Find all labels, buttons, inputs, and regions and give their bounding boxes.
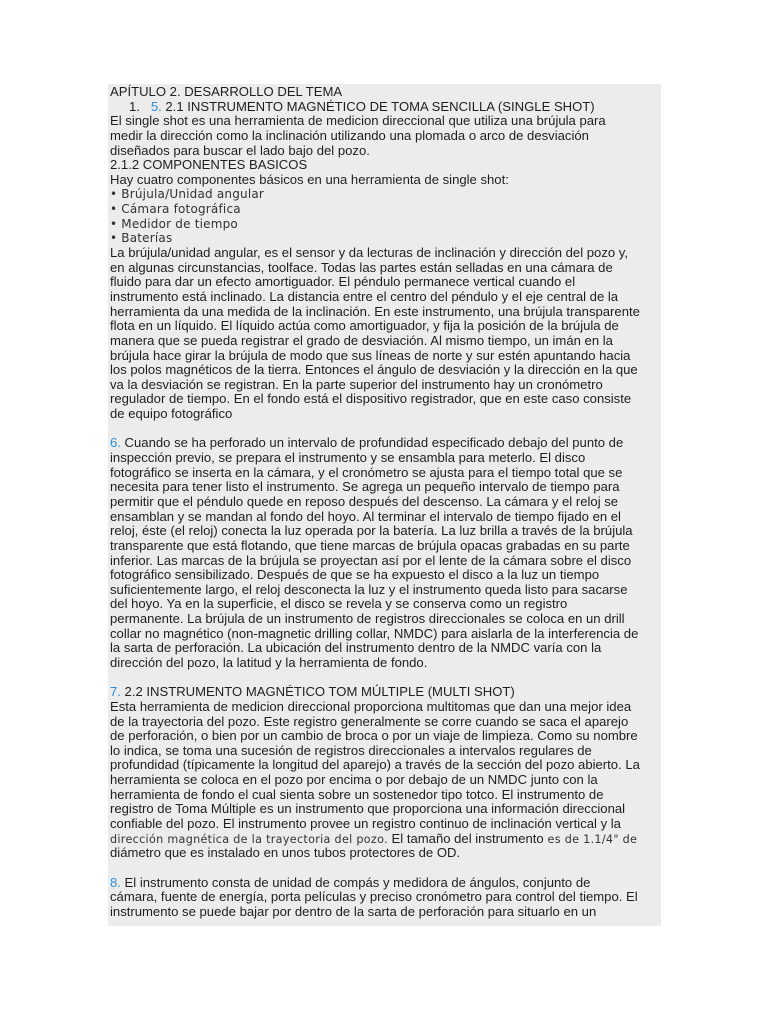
paragraph-line: Hay cuatro componentes básicos en una herramienta de single shot: <box>110 171 509 187</box>
paragraph-line: manera que se pueda registrar el grado de desviación. Al mismo tiempo, un imán en la <box>110 332 613 348</box>
paragraph-first-line: 6. Cuando se ha perforado un intervalo de profundidad especificado debajo del punto de <box>110 435 624 451</box>
section-link-8[interactable]: 8. <box>110 874 121 890</box>
paragraph-line: los polos magnéticos de la tierra. Entonces el ángulo de desviación y la dirección en la que <box>110 362 638 378</box>
paragraph-line: permitir que el péndulo quede en reposo después del descenso. La cámara y el reloj se <box>110 493 619 509</box>
paragraph-line: la sarta de perforación. La ubicación del instrumento dentro de la NMDC varía con la <box>110 640 602 656</box>
paragraph-line: confiable del pozo. El instrumento provee un registro continuo de inclinación vertical y la <box>110 816 621 832</box>
section-link-6[interactable]: 6. <box>110 435 121 451</box>
paragraph-line: fotográfico se inserta en la cámara, y el cronómetro se ajusta para el tiempo total que se <box>110 464 623 480</box>
paragraph-line: flota en un líquido. El líquido actúa como amortiguador, y fija la posición de la brújula de <box>110 318 619 334</box>
paragraph-line: permanente. La brújula de un instrumento de registros direccionales se coloca en un drill <box>110 611 625 627</box>
paragraph-line: de la trayectoria del pozo. Este registro generalmente se corre cuando se saca el aparejo <box>110 713 629 729</box>
subsection-heading: 2.1.2 COMPONENTES BASICOS <box>110 157 308 173</box>
paragraph-line: brújula hace girar la brújula de modo que sus líneas de norte y sur estén apuntando hacia <box>110 347 631 363</box>
paragraph-line: instrumento se puede bajar por dentro de la sarta de perforación para situarlo en un <box>110 903 597 919</box>
bullet-item: • Medidor de tiempo <box>110 216 238 231</box>
paragraph-line: ensamblan y se mandan al fondo del hoyo. Al terminar el intervalo de tiempo fijado en el <box>110 508 621 524</box>
paragraph-line: instrumento está inclinado. La distancia entre el centro del péndulo y el eje central de la <box>110 288 619 304</box>
paragraph-line: profundidad (típicamente la longitud del aparejo) a través de la sección del pozo abierto. La <box>110 757 640 773</box>
paragraph-line: transparente que está flotando, que tiene marcas de brújula opacas grabadas en su parte <box>110 537 630 553</box>
bullet-item: • Cámara fotográfica <box>110 202 241 217</box>
paragraph-line: del hoyo. Ya en la superficie, el disco se revela y se conserva como un registro <box>110 596 568 612</box>
paragraph-line-mixed: dirección magnética de la trayectoria del pozo. El tamaño del instrumento es de 1.1/4" de <box>110 830 638 846</box>
paragraph-line: herramienta de fondo el cual sienta sobre un sostenedor tipo totco. El instrumento de <box>110 786 604 802</box>
document-page <box>108 84 661 926</box>
paragraph-line: diseñados para buscar el lado bajo del pozo. <box>110 142 370 158</box>
paragraph-line: fotográfico sensibilizado. Después de que se ha expuesto el disco a la luz un tiempo <box>110 567 600 583</box>
paragraph-line: va la desviación se registran. En la parte superior del instrumento hay un cronómetro <box>110 376 603 392</box>
paragraph-line: registro de Toma Múltiple es un instrumento que proporciona una información direccional <box>110 801 626 817</box>
bullet-item: • Brújula/Unidad angular <box>110 187 265 202</box>
document-text <box>108 84 661 920</box>
paragraph-line: de perforación, o bien por un cambio de broca o por un viaje de limpieza. Como su nombre <box>110 728 638 744</box>
paragraph-line: La brújula/unidad angular, es el sensor y da lecturas de inclinación y dirección del pozo y, <box>110 245 629 261</box>
paragraph-line: de equipo fotográfico <box>110 406 233 422</box>
paragraph-line: herramienta da una medida de la inclinación. En este instrumento, una brújula transparente <box>110 303 640 319</box>
paragraph-line: necesita para tener listo el instrumento. Se agrega un pequeño intervalo de tiempo para <box>110 479 620 495</box>
paragraph-line: inferior. Las marcas de la brújula se proyectan así por el lente de la cámara sobre el disco <box>110 552 632 568</box>
section-link-5[interactable]: 5. <box>150 98 162 114</box>
paragraph-line: Esta herramienta de medicion direccional proporciona multitomas que dan una mejor idea <box>110 698 632 714</box>
bullet-item: • Baterías <box>110 231 173 246</box>
heading-text: 2.1 INSTRUMENTO MAGNÉTICO DE TOMA SENCILLA (SINGLE SHOT) <box>161 98 595 114</box>
paragraph-line: cámara, fuente de energía, porta películas y preciso cronómetro para control del tiempo. El <box>110 889 638 905</box>
paragraph-line: regulador de tiempo. En el fondo está el dispositivo registrador, que en este caso consiste <box>110 391 632 407</box>
paragraph-line: medir la dirección como la inclinación utilizando una plomada o arco de desviación <box>110 127 589 143</box>
paragraph-line: suficientemente largo, el reloj desconecta la luz y el instrumento queda listo para sacarse <box>110 581 628 597</box>
paragraph-line: collar no magnético (non-magnetic drilling collar, NMDC) para aislarla de la interferencia de <box>110 625 639 641</box>
paragraph-line: en algunas circunstancias, toolface. Todas las partes están selladas en una cámara de <box>110 259 613 275</box>
paragraph-line: lo indica, se toma una sucesión de registros direccionales a intervalos regulares de <box>110 742 592 758</box>
section-link-7[interactable]: 7. <box>110 684 121 700</box>
paragraph-line: diámetro que es instalado en unos tubos protectores de OD. <box>110 845 461 861</box>
chapter-title: APÍTULO 2. DESARROLLO DEL TEMA <box>110 84 343 99</box>
paragraph-line: herramienta se coloca en el pozo por encima o por debajo de un NMDC junto con la <box>110 772 598 788</box>
paragraph-line: reloj, éste (el reloj) conecta la luz operada por la batería. La luz brilla a través de la brújula <box>110 523 633 539</box>
paragraph-line: El single shot es una herramienta de medicion direccional que utiliza una brújula para <box>110 113 606 129</box>
paragraph-first-line: 8. El instrumento consta de unidad de compás y medidora de ángulos, conjunto de <box>110 874 591 890</box>
section-heading-multi-shot: 7. 2.2 INSTRUMENTO MAGNÉTICO TOM MÚLTIPLE (MULTI SHOT) <box>110 684 515 700</box>
paragraph-line: inspección previo, se prepara el instrumento y se ensambla para meterlo. El disco <box>110 450 586 466</box>
paragraph-line: dirección del pozo, la latitud y la herramienta de fondo. <box>110 654 428 670</box>
section-heading-single-shot <box>110 100 661 115</box>
list-number: 1. <box>129 98 140 114</box>
paragraph-line: fluido para dar un efecto amortiguador. El péndulo permanece vertical cuando el <box>110 274 576 290</box>
